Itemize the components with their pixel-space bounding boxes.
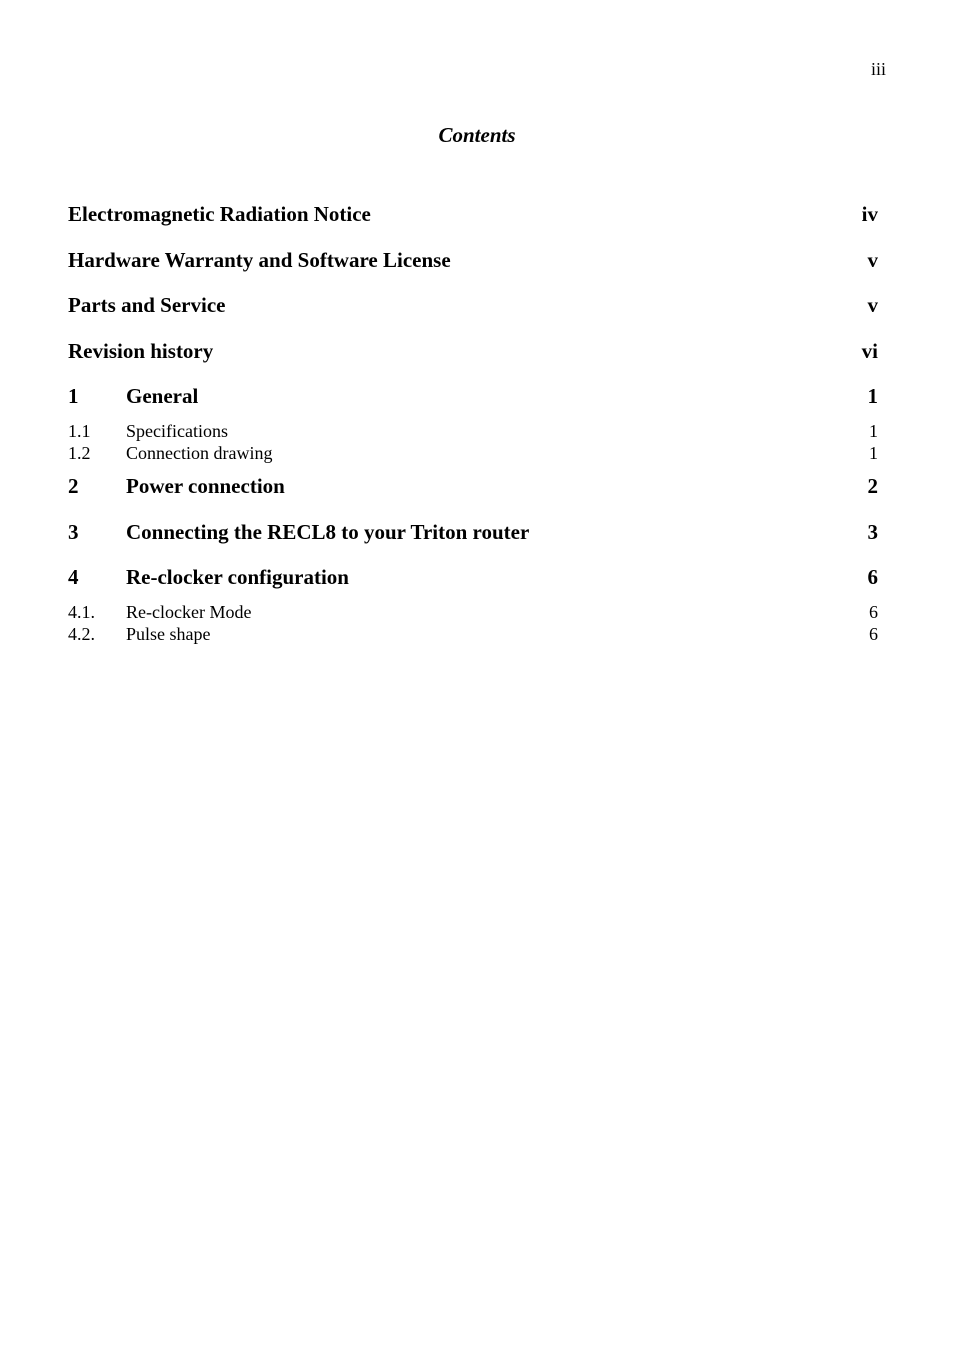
- toc-entry-power-connection[interactable]: [68, 473, 878, 499]
- toc-entry-reclocker-mode[interactable]: [68, 601, 878, 623]
- toc-entry-number: 2: [68, 474, 79, 498]
- toc-entry-pulse-shape[interactable]: [68, 623, 878, 645]
- toc-entry-title: Power connection: [126, 474, 285, 498]
- toc-entry-title: Parts and Service: [68, 293, 226, 317]
- toc-entry-title: Specifications: [126, 421, 228, 441]
- toc-entry-page: vi: [861, 339, 878, 363]
- toc-entry-specifications[interactable]: [68, 420, 878, 442]
- toc-entry-page: 6: [869, 602, 878, 622]
- toc-entry-number: 1.1: [68, 421, 91, 441]
- toc-entry-number: 4.2.: [68, 624, 95, 644]
- toc-entry-page: v: [867, 293, 878, 317]
- toc-entry-title: Connection drawing: [126, 443, 273, 463]
- contents-title: Contents: [438, 123, 516, 147]
- toc-entry-page: 2: [867, 474, 878, 498]
- toc-entry-title: General: [126, 384, 199, 408]
- toc-entry-number: 4.1.: [68, 602, 95, 622]
- toc-entry-electromagnetic-radiation-notice[interactable]: [68, 201, 878, 227]
- toc-entry-number: 3: [68, 520, 79, 544]
- page-number: iii: [870, 59, 886, 79]
- toc-entry-connection-drawing[interactable]: [68, 442, 878, 464]
- toc-entry-number: 1.2: [68, 443, 91, 463]
- toc-entry-title: Revision history: [68, 339, 214, 363]
- toc-entry-page: 1: [869, 443, 878, 463]
- toc-entry-title: Connecting the RECL8 to your Triton router: [126, 520, 530, 544]
- toc-entry-revision-history[interactable]: [68, 338, 878, 364]
- toc-entry-general[interactable]: [68, 383, 878, 409]
- toc-entry-title: Electromagnetic Radiation Notice: [68, 202, 371, 226]
- toc-entry-page: v: [867, 248, 878, 272]
- toc-entry-page: iv: [861, 202, 878, 226]
- toc-entry-title: Pulse shape: [126, 624, 211, 644]
- toc-entry-reclocker-configuration[interactable]: [68, 564, 878, 590]
- toc-entry-connecting-recl8[interactable]: [68, 519, 878, 545]
- toc-entry-parts-and-service[interactable]: [68, 292, 878, 318]
- toc-entry-page: 1: [869, 421, 878, 441]
- toc-entry-page: 6: [867, 565, 878, 589]
- toc-entry-page: 1: [867, 384, 878, 408]
- toc-entry-number: 1: [68, 384, 79, 408]
- toc-entry-title: Re-clocker Mode: [126, 602, 252, 622]
- toc-entry-title: Hardware Warranty and Software License: [68, 248, 451, 272]
- toc-entry-page: 6: [869, 624, 878, 644]
- toc-entry-number: 4: [68, 565, 79, 589]
- toc-entry-hardware-warranty[interactable]: [68, 247, 878, 273]
- toc-entry-page: 3: [867, 520, 878, 544]
- toc-entry-title: Re-clocker configuration: [126, 565, 349, 589]
